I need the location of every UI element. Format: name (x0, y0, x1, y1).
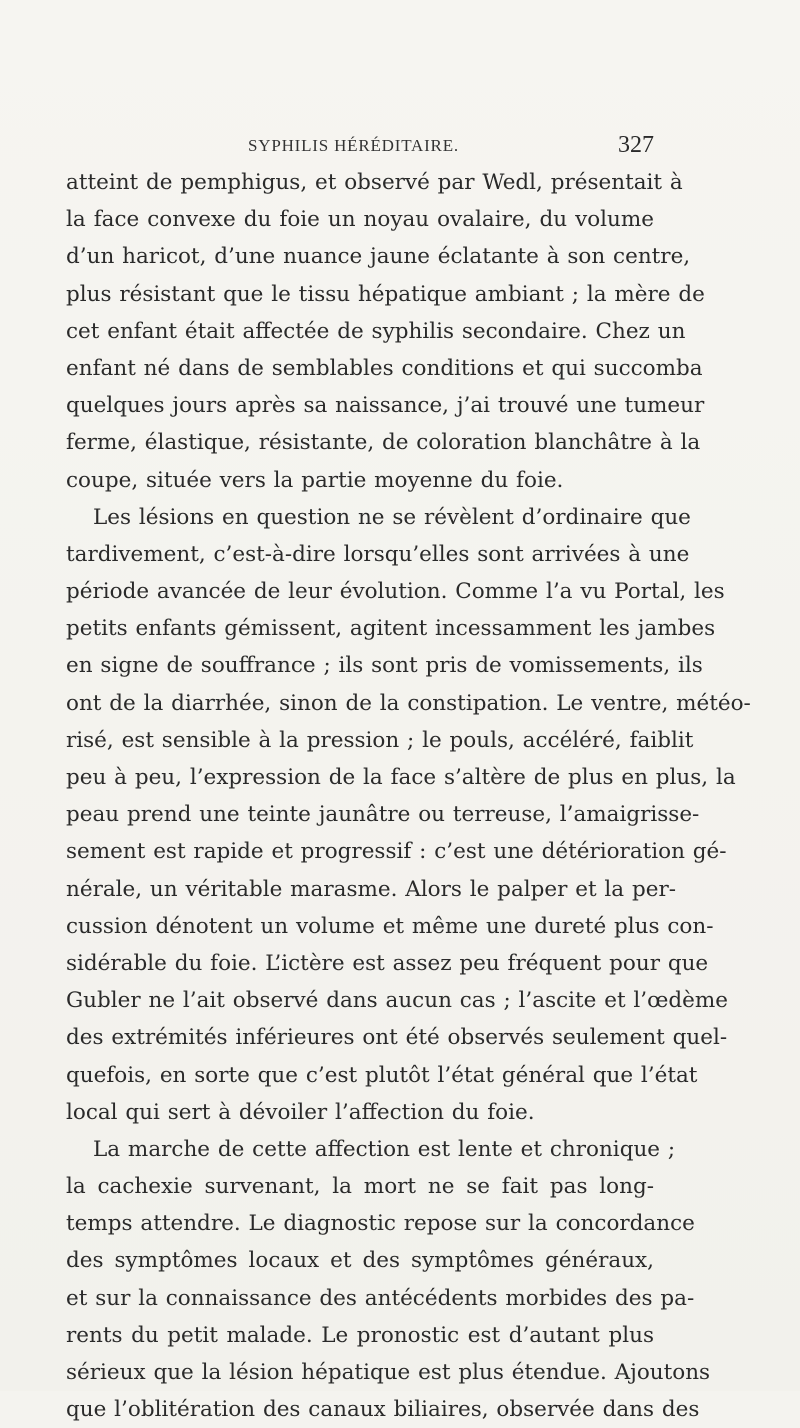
text-line: que l’oblitération des canaux biliaires, observée dans des (66, 1397, 700, 1423)
text-line: petits enfants gémissent, agitent incessamment les jambes (66, 616, 716, 642)
text-line: sérieux que la lésion hépatique est plus étendue. Ajoutons (66, 1360, 711, 1385)
text-line: ferme, élastique, résistante, de coloration blanchâtre à la (66, 430, 701, 456)
text-line: des symptômes locaux et des symptômes généraux, (66, 1248, 654, 1274)
text-line: nérale, un véritable marasme. Alors le palper et la per- (66, 876, 676, 902)
text-line: cet enfant était affectée de syphilis secondaire. Chez un (66, 318, 686, 344)
text-line: cussion dénotent un volume et même une dureté plus con- (66, 913, 714, 939)
text-line: et sur la connaissance des antécédents morbides des pa- (66, 1285, 695, 1311)
page-number: 327 (618, 132, 654, 158)
text-line: ont de la diarrhée, sinon de la constipation. Le ventre, météo- (66, 690, 751, 716)
text-line: peau prend une teinte jaunâtre ou terreuse, l’amaigrisse- (66, 802, 700, 828)
text-line: coupe, située vers la partie moyenne du foie. (66, 467, 564, 493)
text-line: enfant né dans de semblables conditions et qui succomba (66, 355, 703, 381)
page-header (248, 132, 658, 160)
text-line: risé, est sensible à la pression ; le pouls, accéléré, faiblit (66, 727, 694, 753)
text-line: en signe de souffrance ; ils sont pris de vomissements, ils (66, 653, 703, 679)
text-line: des extrémités inférieures ont été observés seulement quel- (66, 1025, 728, 1051)
text-line: d’un haricot, d’une nuance jaune éclatante à son centre, (66, 244, 691, 270)
text-line: peu à peu, l’expression de la face s’altère de plus en plus, la (66, 765, 736, 790)
text-line: plus résistant que le tissu hépatique ambiant ; la mère de (66, 281, 705, 307)
body-text (66, 164, 751, 1428)
text-line: la face convexe du foie un noyau ovalaire, du volume (66, 207, 654, 233)
text-line: tardivement, c’est-à-dire lorsqu’elles sont arrivées à une (66, 541, 690, 567)
text-line: atteint de pemphigus, et observé par Wedl, présentait à (66, 170, 683, 195)
text-line: période avancée de leur évolution. Comme l’a vu Portal, les (66, 579, 725, 605)
text-line: rents du petit malade. Le pronostic est d’autant plus (66, 1322, 654, 1348)
text-line: temps attendre. Le diagnostic repose sur la concordance (66, 1211, 695, 1237)
running-title: SYPHILIS HÉRÉDITAIRE. (248, 136, 459, 155)
text-line: sement est rapide et progressif : c’est une détérioration gé- (66, 839, 727, 865)
text-line: La marche de cette affection est lente et chronique ; (93, 1136, 676, 1162)
text-line: la cachexie survenant, la mort ne se fait pas long- (66, 1174, 654, 1200)
text-line: sidérable du foie. L’ictère est assez peu fréquent pour que (66, 950, 709, 976)
text-line: local qui sert à dévoiler l’affection du foie. (66, 1099, 535, 1125)
text-line: Gubler ne l’ait observé dans aucun cas ; l’ascite et l’œdème (66, 988, 729, 1014)
text-line: quefois, en sorte que c’est plutôt l’état général que l’état (66, 1062, 698, 1088)
text-line: Les lésions en question ne se révèlent d’ordinaire que (93, 504, 691, 530)
text-line: quelques jours après sa naissance, j’ai trouvé une tumeur (66, 393, 705, 419)
